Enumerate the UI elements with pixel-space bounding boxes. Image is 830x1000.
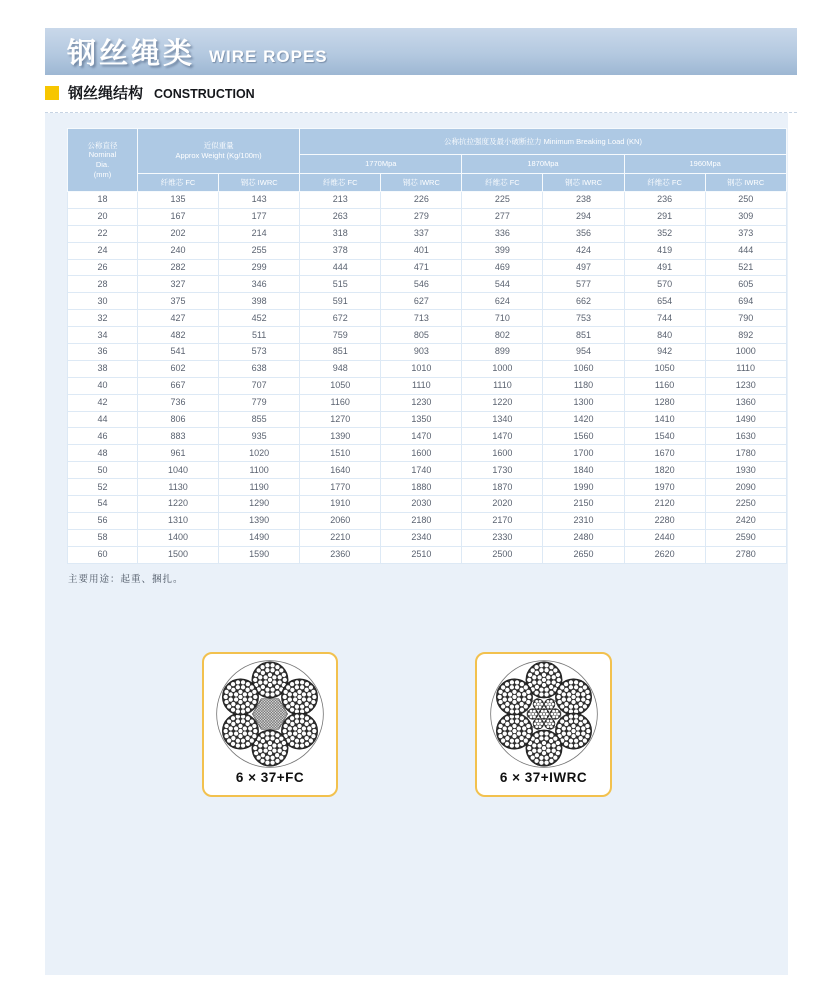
table-cell: 2310 [543,512,624,529]
table-cell: 667 [138,377,219,394]
table-cell: 40 [68,377,138,394]
table-row [68,360,787,377]
table-cell: 1050 [624,360,705,377]
table-cell: 2420 [705,512,786,529]
table-cell: 759 [300,327,381,344]
table-cell: 482 [138,327,219,344]
table-cell: 1540 [624,428,705,445]
table-row [68,512,787,529]
table-row [68,310,787,327]
table-cell: 1990 [543,479,624,496]
table-cell: 851 [543,327,624,344]
table-cell: 521 [705,259,786,276]
table-cell: 2780 [705,546,786,563]
table-cell: 753 [543,310,624,327]
table-cell: 327 [138,276,219,293]
table-cell: 1490 [219,529,300,546]
table-cell: 1230 [705,377,786,394]
table-cell: 36 [68,344,138,361]
table-cell: 903 [381,344,462,361]
table-cell: 707 [219,377,300,394]
table-cell: 1870 [462,479,543,496]
table-cell: 1840 [543,462,624,479]
table-cell: 1730 [462,462,543,479]
table-cell: 779 [219,394,300,411]
table-cell: 573 [219,344,300,361]
table-cell: 1970 [624,479,705,496]
section-title-english: CONSTRUCTION [154,86,255,101]
table-cell: 2650 [543,546,624,563]
table-cell: 1100 [219,462,300,479]
table-cell: 22 [68,225,138,242]
table-cell: 2510 [381,546,462,563]
diagram-label-fc: 6 × 37+FC [235,770,305,785]
table-row [68,394,787,411]
table-cell: 263 [300,208,381,225]
table-cell: 378 [300,242,381,259]
table-cell: 167 [138,208,219,225]
table-cell: 1310 [138,512,219,529]
table-cell: 375 [138,293,219,310]
table-cell: 1670 [624,445,705,462]
table-row [68,344,787,361]
page-title-english: WIRE ROPES [209,46,328,66]
table-cell: 1600 [381,445,462,462]
table-cell: 1290 [219,496,300,513]
table-row [68,377,787,394]
table-cell: 213 [300,192,381,209]
table-row [68,242,787,259]
table-cell: 935 [219,428,300,445]
yellow-bullet-icon [45,86,59,100]
table-cell: 18 [68,192,138,209]
table-row [68,529,787,546]
table-cell: 1470 [381,428,462,445]
header-fc: 纤维芯 FC [462,174,543,192]
table-cell: 2280 [624,512,705,529]
table-cell: 806 [138,411,219,428]
table-row [68,546,787,563]
table-cell: 2120 [624,496,705,513]
header-iwrc: 钢芯 IWRC [705,174,786,192]
table-cell: 48 [68,445,138,462]
table-cell: 1880 [381,479,462,496]
table-cell: 805 [381,327,462,344]
table-cell: 672 [300,310,381,327]
table-cell: 1040 [138,462,219,479]
table-cell: 744 [624,310,705,327]
diagram-label-iwrc: 6 × 37+IWRC [499,770,588,785]
table-cell: 26 [68,259,138,276]
table-cell: 226 [381,192,462,209]
table-cell: 1420 [543,411,624,428]
table-row [68,225,787,242]
table-cell: 1110 [462,377,543,394]
table-cell: 591 [300,293,381,310]
table-cell: 336 [462,225,543,242]
table-cell: 20 [68,208,138,225]
table-cell: 1360 [705,394,786,411]
header-approx-weight: 近似重量 Approx Weight (Kg/100m) [138,129,300,174]
table-row [68,208,787,225]
table-cell: 570 [624,276,705,293]
table-row [68,192,787,209]
rope-diagram-iwrc [475,652,612,797]
table-cell: 2620 [624,546,705,563]
table-cell: 373 [705,225,786,242]
table-cell: 291 [624,208,705,225]
table-cell: 1590 [219,546,300,563]
table-row [68,411,787,428]
table-cell: 52 [68,479,138,496]
page-banner [45,28,797,75]
table-cell: 58 [68,529,138,546]
table-cell: 605 [705,276,786,293]
header-breaking-load: 公称抗拉强度及最小破断拉力 Minimum Breaking Load (KN) [300,129,787,155]
table-cell: 855 [219,411,300,428]
table-cell: 294 [543,208,624,225]
table-cell: 713 [381,310,462,327]
table-cell: 1500 [138,546,219,563]
table-cell: 238 [543,192,624,209]
table-cell: 1350 [381,411,462,428]
table-cell: 2250 [705,496,786,513]
table-cell: 282 [138,259,219,276]
table-cell: 444 [705,242,786,259]
table-cell: 1340 [462,411,543,428]
table-row [68,327,787,344]
table-cell: 892 [705,327,786,344]
table-row [68,496,787,513]
table-cell: 544 [462,276,543,293]
table-cell: 337 [381,225,462,242]
table-cell: 452 [219,310,300,327]
table-cell: 1400 [138,529,219,546]
table-cell: 1930 [705,462,786,479]
header-iwrc: 钢芯 IWRC [543,174,624,192]
table-cell: 2030 [381,496,462,513]
table-cell: 427 [138,310,219,327]
table-cell: 444 [300,259,381,276]
table-cell: 2590 [705,529,786,546]
table-cell: 30 [68,293,138,310]
table-row [68,276,787,293]
table-cell: 42 [68,394,138,411]
table-cell: 277 [462,208,543,225]
table-cell: 46 [68,428,138,445]
header-fc: 纤维芯 FC [300,174,381,192]
table-cell: 515 [300,276,381,293]
rope-cross-section-iwrc-image [489,659,599,769]
table-cell: 1280 [624,394,705,411]
table-cell: 143 [219,192,300,209]
table-body [68,192,787,564]
table-cell: 1270 [300,411,381,428]
table-cell: 1000 [705,344,786,361]
table-cell: 471 [381,259,462,276]
table-cell: 1510 [300,445,381,462]
table-cell: 1740 [381,462,462,479]
table-cell: 1300 [543,394,624,411]
table-cell: 2340 [381,529,462,546]
table-cell: 790 [705,310,786,327]
table-cell: 942 [624,344,705,361]
table-cell: 1220 [138,496,219,513]
table-cell: 38 [68,360,138,377]
table-cell: 654 [624,293,705,310]
construction-table [67,128,787,564]
header-iwrc: 钢芯 IWRC [381,174,462,192]
rope-diagram-fc [202,652,338,797]
table-row [68,293,787,310]
table-cell: 2150 [543,496,624,513]
table-cell: 1640 [300,462,381,479]
table-cell: 638 [219,360,300,377]
table-cell: 398 [219,293,300,310]
table-cell: 50 [68,462,138,479]
table-cell: 883 [138,428,219,445]
table-cell: 1060 [543,360,624,377]
table-cell: 202 [138,225,219,242]
table-cell: 2210 [300,529,381,546]
table-cell: 1470 [462,428,543,445]
table-cell: 356 [543,225,624,242]
table-cell: 497 [543,259,624,276]
header-fc: 纤维芯 FC [138,174,219,192]
table-cell: 541 [138,344,219,361]
table-cell: 1820 [624,462,705,479]
table-cell: 299 [219,259,300,276]
table-cell: 961 [138,445,219,462]
table-cell: 2180 [381,512,462,529]
table-cell: 1560 [543,428,624,445]
header-iwrc: 钢芯 IWRC [219,174,300,192]
table-cell: 1010 [381,360,462,377]
rope-cross-section-fc-image [215,659,325,769]
table-cell: 2090 [705,479,786,496]
table-cell: 624 [462,293,543,310]
table-cell: 546 [381,276,462,293]
table-cell: 802 [462,327,543,344]
table-cell: 28 [68,276,138,293]
table-cell: 948 [300,360,381,377]
table-cell: 240 [138,242,219,259]
table-cell: 1390 [219,512,300,529]
table-cell: 44 [68,411,138,428]
table-cell: 899 [462,344,543,361]
table-cell: 662 [543,293,624,310]
table-cell: 627 [381,293,462,310]
header-grade-1770: 1770Mpa [300,155,462,174]
usage-note: 主要用途：起重、捆扎。 [68,574,184,585]
table-cell: 2020 [462,496,543,513]
table-cell: 309 [705,208,786,225]
table-cell: 1770 [300,479,381,496]
table-cell: 2360 [300,546,381,563]
table-cell: 32 [68,310,138,327]
table-cell: 1410 [624,411,705,428]
table-cell: 1700 [543,445,624,462]
table-cell: 1910 [300,496,381,513]
table-cell: 2330 [462,529,543,546]
table-cell: 54 [68,496,138,513]
header-grade-1960: 1960Mpa [624,155,786,174]
table-cell: 2500 [462,546,543,563]
table-cell: 1390 [300,428,381,445]
table-cell: 2480 [543,529,624,546]
table-cell: 399 [462,242,543,259]
table-cell: 34 [68,327,138,344]
table-cell: 236 [624,192,705,209]
header-fc: 纤维芯 FC [624,174,705,192]
table-header [68,129,787,192]
table-cell: 401 [381,242,462,259]
table-cell: 177 [219,208,300,225]
table-cell: 1000 [462,360,543,377]
table-cell: 1190 [219,479,300,496]
table-cell: 1180 [543,377,624,394]
table-cell: 491 [624,259,705,276]
table-cell: 2170 [462,512,543,529]
table-cell: 694 [705,293,786,310]
table-cell: 24 [68,242,138,259]
table-cell: 710 [462,310,543,327]
table-cell: 346 [219,276,300,293]
table-cell: 840 [624,327,705,344]
page-title-chinese: 钢丝绳类 [67,38,196,70]
table-row [68,259,787,276]
table-row [68,462,787,479]
table-cell: 1600 [462,445,543,462]
table-cell: 2060 [300,512,381,529]
section-title-chinese: 钢丝绳结构 [68,85,144,102]
table-cell: 511 [219,327,300,344]
table-cell: 1130 [138,479,219,496]
table-cell: 602 [138,360,219,377]
table-cell: 60 [68,546,138,563]
table-row [68,479,787,496]
table-cell: 214 [219,225,300,242]
table-cell: 577 [543,276,624,293]
table-cell: 279 [381,208,462,225]
table-cell: 1780 [705,445,786,462]
table-cell: 1110 [381,377,462,394]
table-cell: 1220 [462,394,543,411]
table-cell: 419 [624,242,705,259]
section-header [45,82,797,113]
table-cell: 1490 [705,411,786,428]
header-nominal-dia: 公称直径 Nominal Dia. (mm) [68,129,138,192]
table-cell: 2440 [624,529,705,546]
table-cell: 1050 [300,377,381,394]
table-cell: 1110 [705,360,786,377]
table-cell: 851 [300,344,381,361]
table-cell: 1160 [624,377,705,394]
table-cell: 736 [138,394,219,411]
table-row [68,428,787,445]
header-grade-1870: 1870Mpa [462,155,624,174]
table-cell: 1230 [381,394,462,411]
table-cell: 352 [624,225,705,242]
table-cell: 1630 [705,428,786,445]
table-row [68,445,787,462]
table-cell: 469 [462,259,543,276]
table-cell: 424 [543,242,624,259]
table-cell: 225 [462,192,543,209]
table-cell: 1020 [219,445,300,462]
table-cell: 250 [705,192,786,209]
table-cell: 56 [68,512,138,529]
table-cell: 318 [300,225,381,242]
table-cell: 954 [543,344,624,361]
table-cell: 255 [219,242,300,259]
table-cell: 1160 [300,394,381,411]
table-cell: 135 [138,192,219,209]
